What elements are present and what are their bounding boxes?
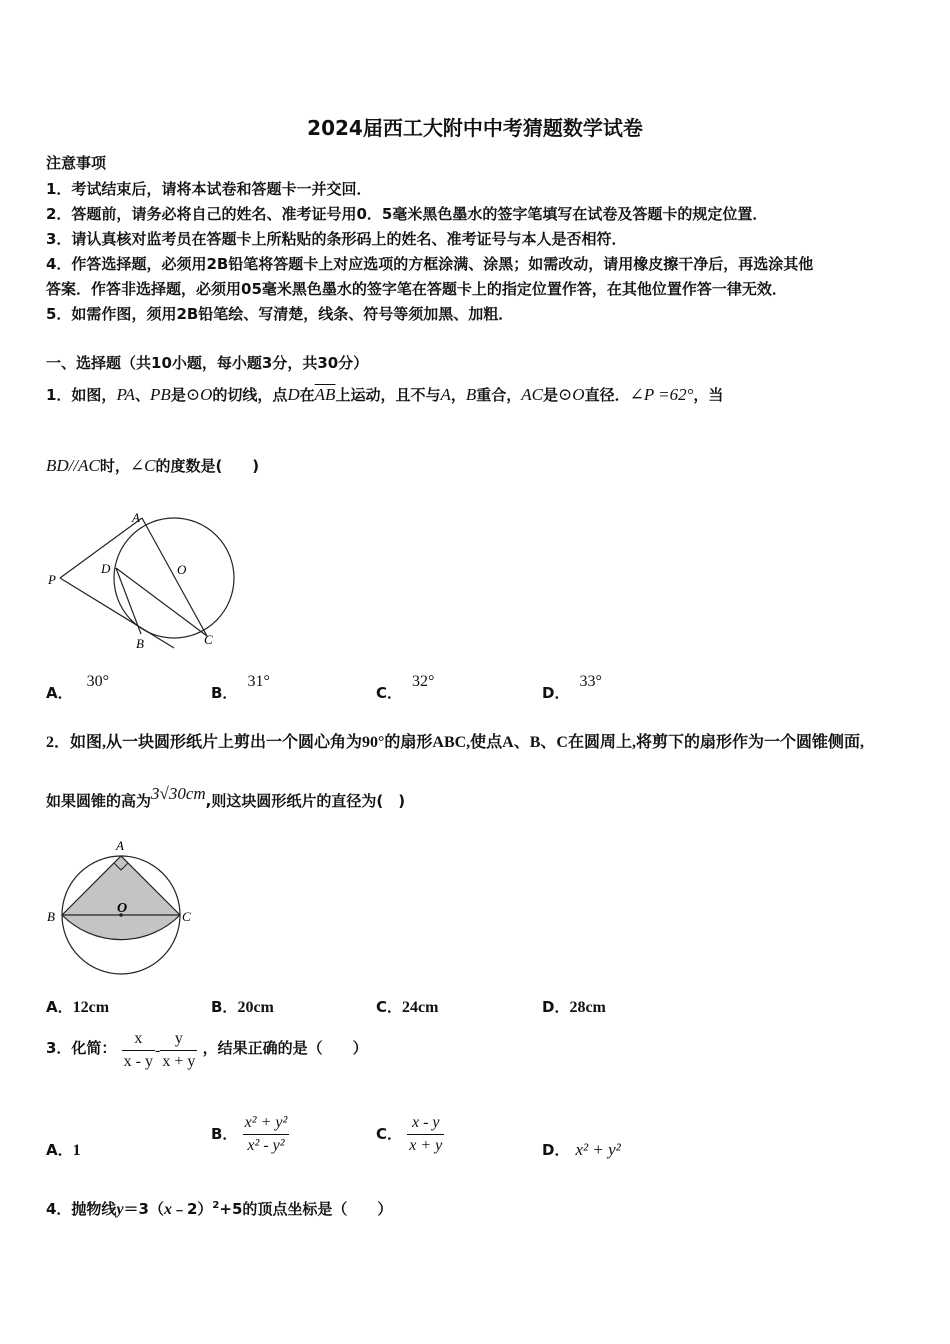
notice-item: 4．作答选择题，必须用2B铅笔将答题卡上对应选项的方框涂满、涂黑；如需改动，请用橡皮擦干净后，再选涂其他 [46,255,814,273]
q1-stem-line1: 1．如图，PA、PB是⊙O的切线，点D在$\overline{AB}$上运动，且不与A，B重合，AC是⊙O直径．∠P =62°，当 [46,385,724,404]
notice-item: 5．如需作图，须用2B铅笔绘、写清楚，线条、符号等须加黑、加粗． [46,305,514,323]
notice-item: 答案．作答非选择题，必须用05毫米黑色墨水的签字笔在答题卡上的指定位置作答，在其他位置作答一律无效． [46,280,787,298]
q3-option-a[interactable]: A．1 [46,1141,81,1159]
q3-fraction-2: $\frac{y}{x + y}$ [162,1030,196,1070]
q2-option-c[interactable]: C．24cm [376,998,439,1016]
q2-option-a[interactable]: A．12cm [46,998,110,1016]
q3-option-b[interactable]: B． $\frac{\text{x² + y²}}{\text{x² - y²}}$ [211,1114,288,1154]
q1-option-a[interactable]: A．30° [46,673,110,702]
q1-stem-line2: BD//AC时，∠C的度数是( ) [46,456,260,475]
q1-circle [114,518,234,638]
q2-stem-line1: 2．如图,从一块圆形纸片上剪出一个圆心角为90°的扇形ABC,使点A、B、C在圆周上,将剪下的扇形作为一个圆锥侧面, [46,734,864,751]
q1-option-d[interactable]: D．33° [542,673,602,702]
q2-figure [44,836,204,978]
notice-heading: 注意事项 [46,154,107,172]
label-c: C [204,632,213,647]
notice-item: 2．答题前，请务必将自己的姓名、准考证号用0．5毫米黑色墨水的签字笔填写在试卷及答题卡的规定位置． [46,205,768,223]
tangent-pb [60,578,174,648]
q1-option-c[interactable]: C．32° [376,673,435,702]
q2-option-b[interactable]: B．20cm [211,998,274,1016]
segment-dc [116,568,207,636]
diameter-ac [142,518,207,636]
notice-item: 3．请认真核对监考员在答题卡上所粘贴的条形码上的姓名、准考证号与本人是否相符． [46,230,627,248]
page-title: 2024届西工大附中中考猜题数学试卷 [307,116,643,140]
q2-stem-line2: 如果圆锥的高为3√30cm,则这块圆形纸片的直径为( ) [46,784,406,810]
label-o: O [117,901,128,916]
label-a: A [116,838,124,853]
label-d: D [101,561,111,576]
label-p: P [48,572,56,587]
q4-stem: 4．抛物线y＝3（x﹣2）$^2$+5的顶点坐标是（ ） [46,1200,393,1218]
q1-figure [44,508,244,656]
section-heading: 一、选择题（共10小题，每小题3分，共30分） [46,354,369,372]
label-o: O [177,562,187,577]
q3-fraction-1: $\frac{x}{x - y}$ [123,1030,153,1070]
q3-option-d[interactable]: D． x² + y² [542,1140,621,1159]
notice-item: 1．考试结束后，请将本试卷和答题卡一并交回． [46,180,372,198]
q1-option-b[interactable]: B．31° [211,673,270,702]
label-b: B [136,636,144,651]
q3-option-c[interactable]: C． $\frac{x - y}{x + y}$ [376,1114,443,1154]
label-c: C [182,909,191,924]
label-b: B [47,909,55,924]
q2-option-d[interactable]: D．28cm [542,998,606,1016]
label-a: A [132,510,140,525]
q3-stem: 3．化简： $\frac{x}{x - y}$ - $\frac{y}{x + y}$ ，结果正确的是（ ） [46,1030,368,1070]
sector-abc [62,856,180,940]
